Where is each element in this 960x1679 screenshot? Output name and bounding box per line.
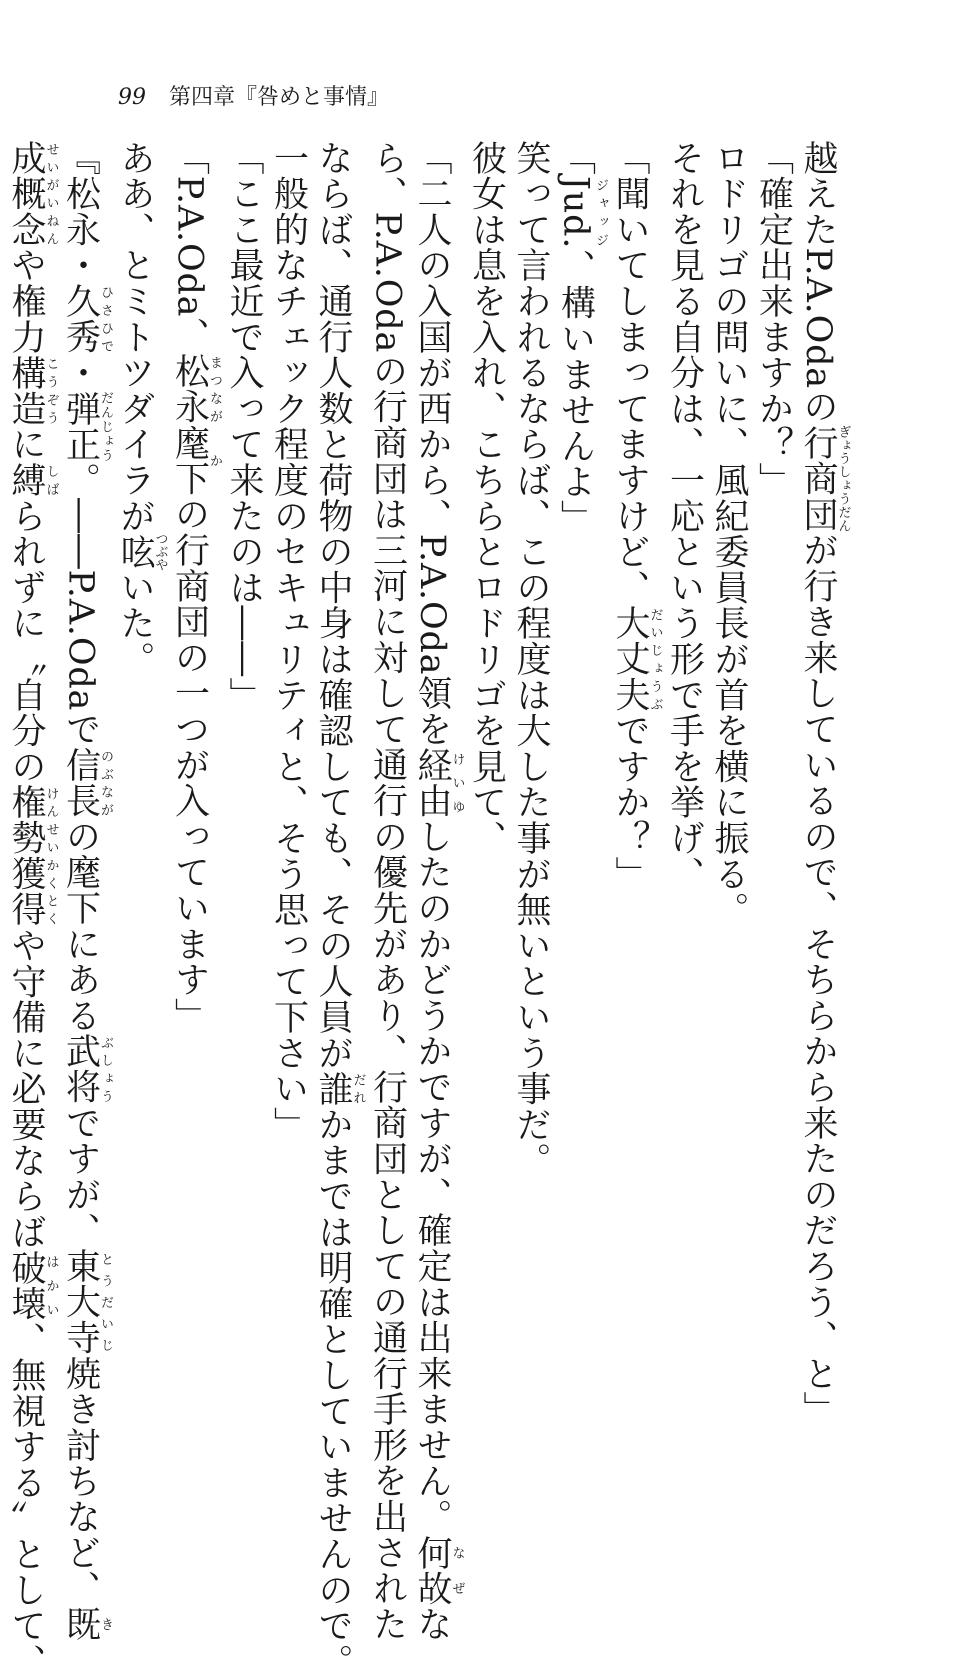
text-segment: ですか？」 <box>610 712 650 892</box>
text-line <box>553 140 608 1280</box>
ruby-base: 弾正 <box>60 390 101 463</box>
text-line <box>167 140 222 1280</box>
ruby-word <box>555 175 608 250</box>
ruby-word <box>60 746 113 819</box>
ruby-base: Jud. <box>555 175 596 250</box>
text-segment: られずに〝自分の <box>6 498 46 785</box>
body-text <box>4 140 851 1679</box>
ruby-word <box>115 532 168 572</box>
ruby-word <box>412 746 465 819</box>
text-line <box>266 140 311 1280</box>
ruby-reading: か <box>207 424 222 497</box>
ruby-base: 既 <box>60 1606 101 1643</box>
ruby-base: 経由 <box>412 746 452 819</box>
ruby-reading: だんじょう <box>98 390 113 463</box>
ruby-base: 信長 <box>60 746 101 819</box>
text-segment: ロドリゴの問いに、風紀委員長が首を横に振る。 <box>709 140 749 928</box>
ruby-reading: けいゆ <box>449 746 465 819</box>
text-segment: 、無視する〟として、 <box>6 1321 46 1679</box>
text-segment: したのかどうかですが、確定は出来ません。 <box>412 818 452 1535</box>
ruby-base: 破壊 <box>6 1249 46 1322</box>
ruby-reading: はかい <box>43 1249 59 1322</box>
ruby-word <box>610 605 663 713</box>
text-segment: それを見る自分は、一応という形で手を挙げ、 <box>664 140 705 892</box>
text-segment: 「聞いてしまってますけど、 <box>610 140 650 606</box>
ruby-base: 縛 <box>6 462 46 499</box>
ruby-reading: こうぞう <box>43 354 59 427</box>
text-line <box>464 140 509 1280</box>
ruby-word <box>60 1606 113 1643</box>
ruby-reading: とうだいじ <box>98 1248 113 1356</box>
ruby-word <box>6 354 59 427</box>
ruby-base: 権勢獲得 <box>6 784 46 928</box>
text-segment: 「ここ最近で入って来たのは――」 <box>224 140 264 713</box>
ruby-base: 成概念 <box>6 140 46 248</box>
ruby-reading: ぶしょう <box>98 1033 113 1105</box>
page-header <box>118 84 389 112</box>
text-line <box>662 140 707 1280</box>
text-line <box>751 140 796 1280</box>
ruby-word <box>313 1070 366 1107</box>
text-segment: 『松永・ <box>60 140 101 284</box>
ruby-word <box>60 1248 113 1356</box>
ruby-base: 東大寺 <box>60 1248 101 1356</box>
text-line <box>365 140 410 1642</box>
chapter-title: 第四章『咎めと事情』 <box>169 85 390 110</box>
text-segment: かまでは明確としていませんので。 <box>313 1106 353 1679</box>
ruby-word <box>60 283 113 355</box>
text-segment: に <box>6 426 46 463</box>
text-line <box>707 140 752 1280</box>
text-segment: ならば、通行人数と荷物の中身は確認しても、その人員が <box>313 140 353 1071</box>
ruby-reading: つぶや <box>152 532 168 572</box>
text-segment: 笑って言われるならば、この程度は大した事が無いという事だ。 <box>511 140 551 1179</box>
ruby-base: 大丈夫 <box>610 605 650 713</box>
ruby-base: 誰 <box>313 1070 353 1107</box>
ruby-reading: だいじょうぶ <box>647 605 663 713</box>
text-line <box>58 140 113 1643</box>
text-segment: ら、P.A.Odaの行商団は三河に対して通行の優先があり、行商団としての通行手形を出された <box>367 140 408 1642</box>
text-line <box>4 140 59 1679</box>
ruby-word <box>169 424 222 497</box>
text-line <box>410 140 465 1642</box>
text-line <box>608 140 663 1280</box>
text-line <box>113 140 168 1280</box>
ruby-reading: だれ <box>350 1070 366 1107</box>
ruby-base: 行商団 <box>798 424 838 533</box>
text-segment: ああ、とミトツダイラが <box>115 140 155 534</box>
ruby-word <box>169 353 222 425</box>
text-segment: の麾下にある <box>60 818 101 1034</box>
ruby-reading: なぜ <box>449 1534 465 1607</box>
text-segment: いた。 <box>115 569 155 678</box>
text-segment: の行商団の一つが入っています」 <box>169 496 210 1034</box>
text-line <box>222 140 267 1280</box>
text-segment: 越えたP.A.Odaの <box>798 140 838 425</box>
ruby-word <box>412 1534 465 1607</box>
text-segment: な <box>412 1606 452 1642</box>
ruby-reading: けんせいかくとく <box>43 784 59 928</box>
page-number: 99 <box>118 85 146 110</box>
text-segment: 、構いませんよ」 <box>555 249 596 536</box>
text-segment: や権力 <box>6 247 46 355</box>
text-segment: が行き来しているので、そちらから来たのだろう、と」 <box>798 532 838 1428</box>
ruby-base: 呟 <box>115 532 155 572</box>
text-segment: 「二人の入国が西から、P.A.Oda領を <box>412 140 452 747</box>
ruby-word <box>60 390 113 463</box>
text-line <box>796 140 851 1428</box>
ruby-word <box>798 424 851 533</box>
ruby-reading: のぶなが <box>98 746 113 819</box>
ruby-base: 麾下 <box>169 424 210 497</box>
ruby-base: 構造 <box>6 354 46 427</box>
text-segment: 。――P.A.Odaで <box>60 462 101 747</box>
ruby-reading: ひさひで <box>98 283 113 355</box>
ruby-word <box>6 462 59 499</box>
ruby-base: 松永 <box>169 353 210 425</box>
text-segment: ・ <box>60 354 101 391</box>
ruby-reading: ぎょうしょうだん <box>835 424 851 533</box>
text-segment: 彼女は息を入れ、こちらとロドリゴを見て、 <box>466 140 507 856</box>
text-segment: 「確定出来ますか？」 <box>753 140 794 498</box>
ruby-reading: き <box>98 1606 113 1643</box>
ruby-reading: せいがいねん <box>43 140 59 248</box>
text-segment: 一般的なチェック程度のセキュリティと、そう思って下さい」 <box>268 140 309 1143</box>
text-segment: 焼き討ちなど、 <box>60 1355 101 1607</box>
ruby-word <box>6 784 59 928</box>
ruby-base: 久秀 <box>60 283 101 355</box>
text-line <box>311 140 366 1679</box>
ruby-reading: まつなが <box>207 353 222 425</box>
ruby-base: 武将 <box>60 1033 101 1106</box>
ruby-word <box>60 1033 113 1106</box>
ruby-reading: しば <box>43 462 59 499</box>
text-segment: ですが、 <box>60 1105 101 1249</box>
ruby-reading: ジャッジ <box>593 175 608 250</box>
ruby-word <box>6 1249 59 1322</box>
ruby-base: 何故 <box>412 1534 452 1607</box>
text-segment: や守備に必要ならば <box>6 927 46 1250</box>
text-segment: 「P.A.Oda、 <box>169 140 210 354</box>
text-line <box>509 140 554 1280</box>
ruby-word <box>6 140 59 248</box>
text-segment: 「 <box>555 140 596 176</box>
